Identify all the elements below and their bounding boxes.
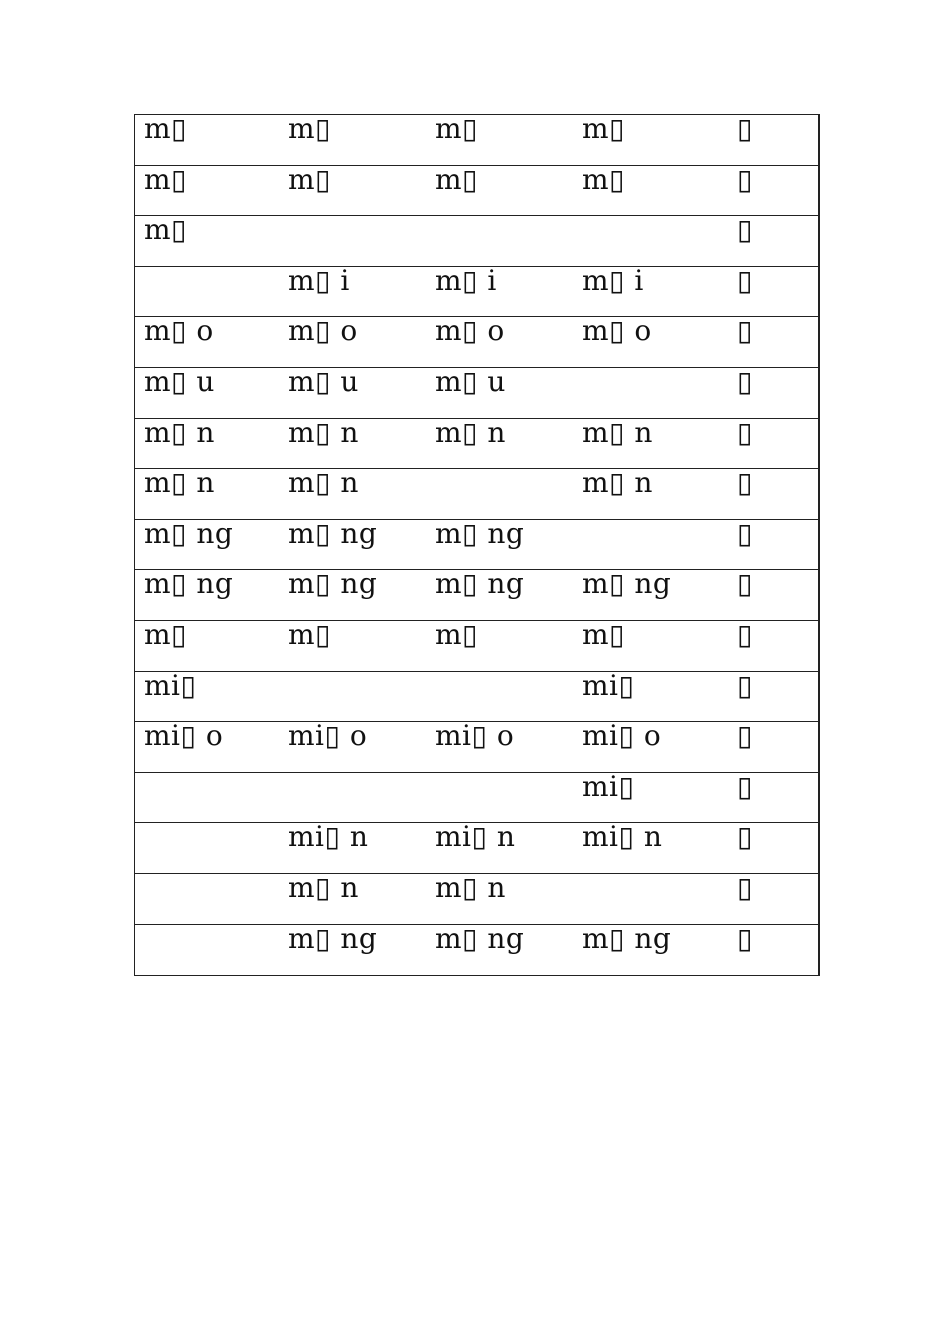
table-cell: m▯ n bbox=[582, 466, 653, 500]
table-row bbox=[135, 112, 818, 166]
table-cell: m▯ bbox=[582, 112, 625, 145]
table-cell: m▯ bbox=[582, 617, 625, 651]
table-cell: m▯ n bbox=[435, 415, 506, 449]
table-cell: m▯ o bbox=[288, 314, 358, 348]
table-row bbox=[135, 668, 818, 723]
table-cell: m▯ bbox=[144, 213, 187, 247]
table-cell: ▯ bbox=[737, 112, 753, 145]
table-cell: m▯ bbox=[582, 162, 625, 196]
table-row bbox=[135, 719, 818, 773]
table-cell: ▯ bbox=[737, 314, 753, 348]
table-cell: ▯ bbox=[737, 769, 753, 803]
table-cell: m▯ bbox=[144, 162, 187, 196]
table-cell: m▯ bbox=[144, 112, 187, 145]
table-cell: mi▯ bbox=[144, 668, 197, 702]
table-cell: mi▯ bbox=[582, 668, 635, 702]
table-cell: m▯ ng bbox=[582, 567, 672, 601]
table-cell: m▯ u bbox=[435, 364, 506, 398]
table-cell: m▯ n bbox=[144, 415, 215, 449]
table-cell: ▯ bbox=[737, 516, 753, 550]
table-cell: m▯ ng bbox=[144, 516, 234, 550]
table-cell: m▯ bbox=[288, 112, 331, 145]
table-cell: m▯ bbox=[435, 617, 478, 651]
table-cell: m▯ bbox=[288, 617, 331, 651]
table-cell: m▯ o bbox=[144, 314, 214, 348]
table-row bbox=[135, 415, 818, 470]
table-cell: mi▯ o bbox=[582, 719, 662, 753]
table-cell: ▯ bbox=[737, 668, 753, 702]
table-cell: m▯ u bbox=[288, 364, 359, 398]
table-cell: m▯ o bbox=[582, 314, 652, 348]
table-cell: m▯ i bbox=[435, 263, 497, 297]
table-cell: ▯ bbox=[737, 567, 753, 601]
table-cell: m▯ o bbox=[435, 314, 505, 348]
table-cell: m▯ ng bbox=[144, 567, 234, 601]
table-cell: ▯ bbox=[737, 921, 753, 955]
table-row bbox=[135, 921, 818, 976]
table-row bbox=[135, 516, 818, 571]
table-cell: ▯ bbox=[737, 719, 753, 753]
table-cell: m▯ bbox=[435, 112, 478, 145]
table-row bbox=[135, 162, 818, 217]
table-row bbox=[135, 769, 818, 824]
table-row bbox=[135, 820, 818, 874]
table-cell: m▯ bbox=[144, 617, 187, 651]
table-cell: m▯ i bbox=[582, 263, 644, 297]
table-cell: m▯ ng bbox=[288, 516, 378, 550]
table-cell: m▯ ng bbox=[582, 921, 672, 955]
table-cell: m▯ u bbox=[144, 364, 215, 398]
table-cell: ▯ bbox=[737, 870, 753, 904]
table-row bbox=[135, 466, 818, 520]
table-cell: ▯ bbox=[737, 466, 753, 500]
table-row bbox=[135, 314, 818, 368]
table-cell: mi▯ n bbox=[288, 820, 369, 854]
table-cell: m▯ n bbox=[144, 466, 215, 500]
table-cell: mi▯ bbox=[582, 769, 635, 803]
table-cell: ▯ bbox=[737, 617, 753, 651]
table-cell: ▯ bbox=[737, 364, 753, 398]
table-cell: m▯ n bbox=[435, 870, 506, 904]
table-cell: m▯ ng bbox=[288, 567, 378, 601]
table-row bbox=[135, 567, 818, 621]
table-cell: mi▯ o bbox=[288, 719, 368, 753]
table-cell: m▯ bbox=[288, 162, 331, 196]
table-cell: m▯ ng bbox=[435, 516, 525, 550]
table-cell: m▯ i bbox=[288, 263, 350, 297]
table-cell: m▯ bbox=[435, 162, 478, 196]
table-cell: m▯ n bbox=[288, 415, 359, 449]
table-cell: ▯ bbox=[737, 162, 753, 196]
table-cell: m▯ n bbox=[288, 466, 359, 500]
table-cell: m▯ ng bbox=[288, 921, 378, 955]
table-row bbox=[135, 870, 818, 925]
pinyin-table bbox=[134, 114, 820, 976]
table-row bbox=[135, 617, 818, 672]
table-cell: ▯ bbox=[737, 415, 753, 449]
table-row bbox=[135, 364, 818, 419]
table-cell: m▯ n bbox=[582, 415, 653, 449]
table-cell: m▯ ng bbox=[435, 567, 525, 601]
table-cell: mi▯ o bbox=[435, 719, 515, 753]
table-cell: m▯ n bbox=[288, 870, 359, 904]
table-row bbox=[135, 213, 818, 267]
table-cell: mi▯ n bbox=[435, 820, 516, 854]
table-cell: ▯ bbox=[737, 213, 753, 247]
table-cell: ▯ bbox=[737, 263, 753, 297]
table-cell: ▯ bbox=[737, 820, 753, 854]
table-cell: mi▯ o bbox=[144, 719, 224, 753]
table-cell: mi▯ n bbox=[582, 820, 663, 854]
table-row bbox=[135, 263, 818, 318]
table-cell: m▯ ng bbox=[435, 921, 525, 955]
